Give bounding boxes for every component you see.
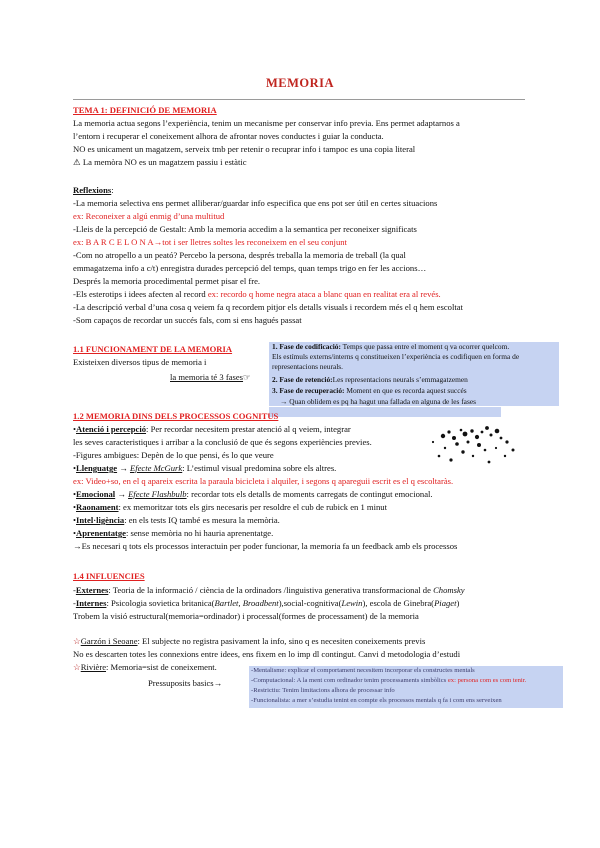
paragraph-line: Existeixen diversos tipus de memoria i [73,357,207,367]
pressuposit-line: -Restrictiu: Tenim limitacions alhora de processar info [251,687,395,694]
influence-item: -Externes: Teoria de la informació / ciència de la ordinadors /linguistiva generativa transformacional de Chomsky [73,585,465,595]
paragraph-line: les seves caracteristiques i arribar a la conclusió de que és segons experiències previes. [73,437,372,447]
star-icon: ☆ [73,662,81,672]
influence-item: -Internes: Psicologia sovietica britanica(Bartlet, Broadbent),social-cognitiva(Lewin), escola de Ginebra(Piaget) [73,598,460,608]
phases-pointer: la memoria té 3 fases☞ [170,372,251,382]
example-line: ex: B A R C E L O N A→tot i ser lletres soltes les reconeixem en el seu conjunt [73,237,347,247]
paragraph-line: NO es unicament un magatzem, serveix tmb per retenir o recuprar info i tampoc es una copia literal [73,144,416,154]
phase-2: 2. Fase de retenció:Les representacions neurals s’emmagatzemen [272,375,468,384]
right-arrow-icon: → [213,678,223,688]
process-item: •Atenció i percepció: Per recordar necesitem prestar atenció al q veiem, integrar [73,424,351,434]
process-item: •Raonament: ex memoritzar tots els girs necesaris per resoldre el cub de rubick en 1 minut [73,502,387,512]
paragraph-text: La memòra NO es un magatzem passiu i estàtic [82,157,247,167]
warning-icon: ⚠ [73,157,81,167]
star-icon: ☆ [73,636,81,646]
reflexion-line: Després la memoria procedimental permet pisar el fre. [73,276,261,286]
process-item: •Llenguatge → Efecte McGurk: L’estimul visual predomina sobre els altres. [73,463,337,473]
process-item: •Emocional → Efecte Flashbulb: recordar tots els detalls de moments carregats de contingut emocional. [73,489,433,499]
pressuposit-line: -Mentalisme: explicar el comportament necesitem incorporar els constructes mentals [251,667,475,674]
section-heading-1-4: 1.4 INFLUENCIES [73,571,145,581]
reflexion-line: -Els esterotips i idees afecten al record ex: recordo q home negra ataca a blanc quan en realitat era al revés. [73,289,441,299]
reflexion-line: -Lleis de la percepció de Gestalt: Amb la memoria accedim a la semantica per reconeixer significats [73,224,417,234]
title-divider [73,99,525,100]
pressuposit-line: -Computacional: A la ment com ordinador tenim processaments simbòlics ex: persona com es com tenir. [251,677,527,684]
example-line: ex: Video+so, en el q apareix escrita la paraula bicicleta i alquiler, i segons q apareguii escrit es el q escoltaràs. [73,476,454,486]
paragraph-line: No es descarten totes les connexions entre idees, ens fixem en lo imp dl contingut. Canvi d metodologia d’estudi [73,649,461,659]
phase-1-line: Els estímuls externs/interns q constitueixen l’experiència es codifiquen en forma de [272,352,520,361]
reflexion-line: -Com no atropello a un peató? Percebo la persona, després treballa la memoria de treball (la qual [73,250,406,260]
reflexion-line: emmagatzema info a c/t) enregistra durades percepció del temps, quan temps trigo en fer les accions… [73,263,427,273]
section-heading-1-2: 1.2 MEMORIA DINS DELS PROCESSOS COGNITUS [73,411,279,421]
author-item: ☆Garzón i Seoane: El subjecte no registra pasivament la info, sino q es necesiten coneixements previs [73,636,426,646]
section-heading-1-1: 1.1 FUNCIONAMENT DE LA MEMORIA [73,344,233,354]
example-line: ex: Reconeixer a algú enmig d’una multitud [73,211,225,221]
paragraph-line: l’entorn i recuperar el coneixement alhora de afrontar noves conductes i guiar la conducta. [73,131,384,141]
ambiguous-figure-image [421,422,521,474]
phase-3-line: → Quan oblidem es pq ha hagut una fallada en alguna de les fases [280,397,476,406]
phases-highlight-tail [269,407,501,417]
process-item: •Intel·ligència: en els tests IQ també es mesura la memòria. [73,515,280,525]
reflexion-line: -Som capaços de recordar un succés fals, com si ens hagués passat [73,315,302,325]
paragraph-line [73,157,247,168]
section-heading-tema1: TEMA 1: DEFINICIÓ DE MEMORIA [73,105,217,115]
paragraph-line: →Es necesari q tots els processos interactuin per poder funcionar, la memoria fa un feedback amb els processos [73,541,458,551]
author-item: ☆Rivière: Memoria=sist de coneixement. [73,662,217,672]
paragraph-line: -Figures ambigues: Depèn de lo que pensi, és lo que veure [73,450,274,460]
paragraph-line: La memoria actua segons l’experiència, tenim un mecanisme per conservar info previa. Ens permet adaptarnos a [73,118,460,128]
reflexions-heading: Reflexions: [73,185,114,195]
pressuposit-line: -Funcionalista: a mer s’estudia tenint en compte els processos mentals q fa i com ens serveixen [251,697,502,704]
phase-1: 1. Fase de codificació: Temps que passa entre el moment q va ocorrer quelcom. [272,342,510,351]
reflexion-line: -La descripció verbal d’una cosa q veiem fa q recordem pitjor els detalls visuals i recordem més el q hem escoltat [73,302,463,312]
reflexion-line: -La memoria selectiva ens permet alliberar/guardar info especifica que ens pot ser útil en certes situacions [73,198,438,208]
page-title: MEMORIA [265,76,335,90]
paragraph-line: Trobem la visió estructural(memoria=ordinador) i processal(formes de processament) de la memoria [73,611,419,621]
pressuposits-pointer: Pressuposits basics→ [148,678,223,688]
pointing-hand-icon: ☞ [243,372,251,382]
process-item: •Aprenentatge: sense memòria no hi hauria aprenentatge. [73,528,274,538]
phase-1-line: representacions neurals. [272,362,344,371]
phase-3: 3. Fase de recuperació: Moment en que es recorda aquest succés [272,386,467,395]
